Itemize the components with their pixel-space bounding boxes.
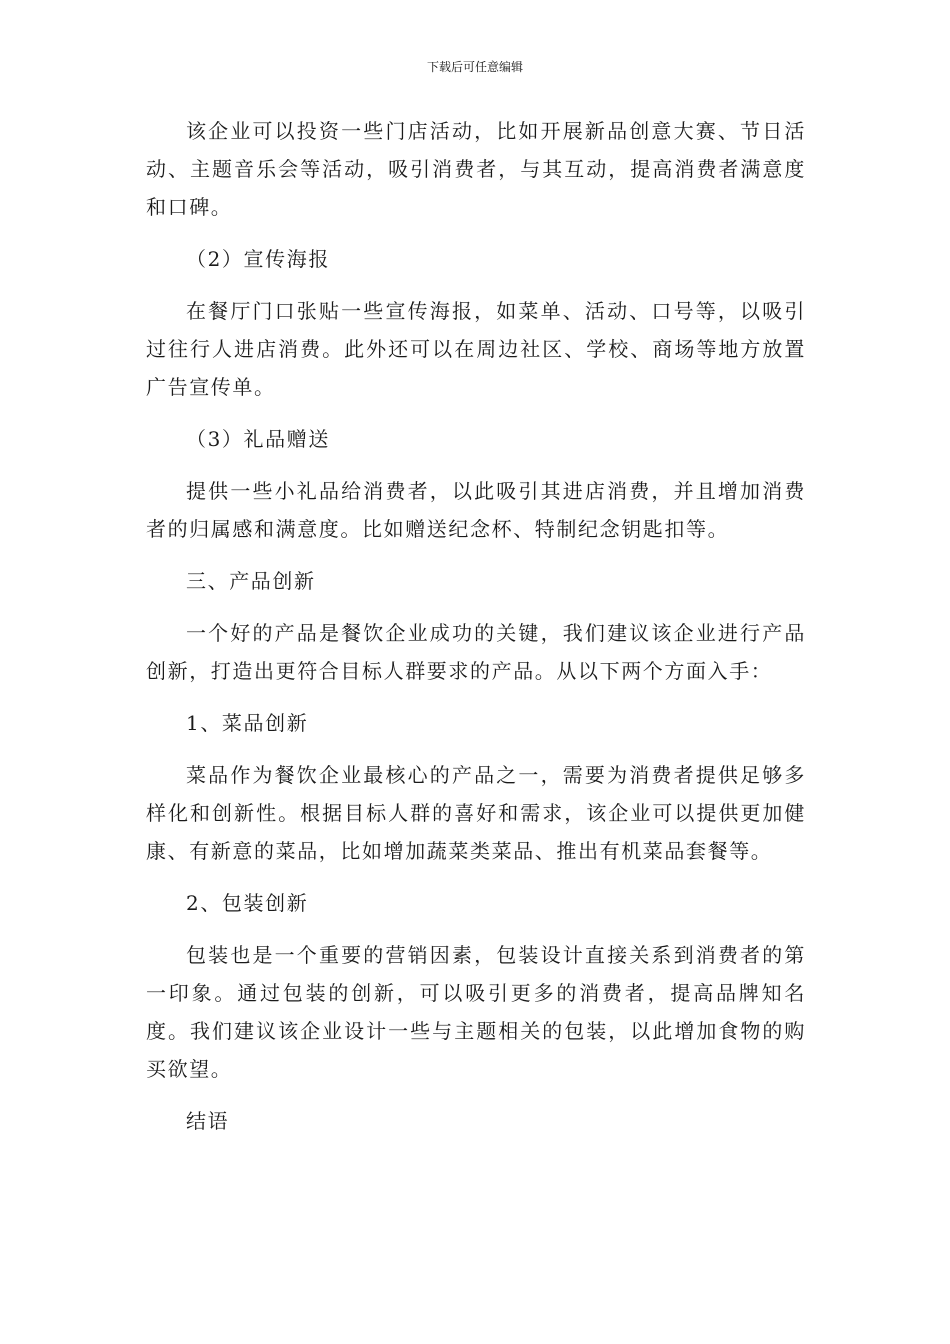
paragraph-dish-innovation: 菜品作为餐饮企业最核心的产品之一，需要为消费者提供足够多样化和创新性。根据目标人群的喜好和需求，该企业可以提供更加健康、有新意的菜品，比如增加蔬菜类菜品、推出有机菜品套餐等。 <box>146 763 806 863</box>
heading-packaging-innovation: 2、包装创新 <box>186 891 309 915</box>
page-header: 下载后可任意编辑 <box>426 60 523 74</box>
paragraph-packaging-innovation: 包装也是一个重要的营销因素，包装设计直接关系到消费者的第一印象。通过包装的创新，可以吸引更多的消费者，提高品牌知名度。我们建议该企业设计一些与主题相关的包装，以此增加食物的购买欲望。 <box>146 943 806 1081</box>
heading-posters: （2）宣传海报 <box>186 247 330 271</box>
document-body <box>146 112 806 1154</box>
paragraph-product-innovation: 一个好的产品是餐饮企业成功的关键，我们建议该企业进行产品创新，打造出更符合目标人群要求的产品。从以下两个方面入手： <box>146 621 806 683</box>
heading-dish-innovation: 1、菜品创新 <box>186 711 309 735</box>
heading-gifts: （3）礼品赠送 <box>186 427 330 451</box>
paragraph-gifts: 提供一些小礼品给消费者，以此吸引其进店消费，并且增加消费者的归属感和满意度。比如赠送纪念杯、特制纪念钥匙扣等。 <box>146 479 806 541</box>
heading-conclusion: 结语 <box>186 1109 230 1133</box>
heading-product-innovation: 三、产品创新 <box>186 569 316 593</box>
paragraph-posters: 在餐厅门口张贴一些宣传海报，如菜单、活动、口号等，以吸引过往行人进店消费。此外还可以在周边社区、学校、商场等地方放置广告宣传单。 <box>146 299 806 399</box>
paragraph-store-activities: 该企业可以投资一些门店活动，比如开展新品创意大赛、节日活动、主题音乐会等活动，吸引消费者，与其互动，提高消费者满意度和口碑。 <box>146 119 806 219</box>
